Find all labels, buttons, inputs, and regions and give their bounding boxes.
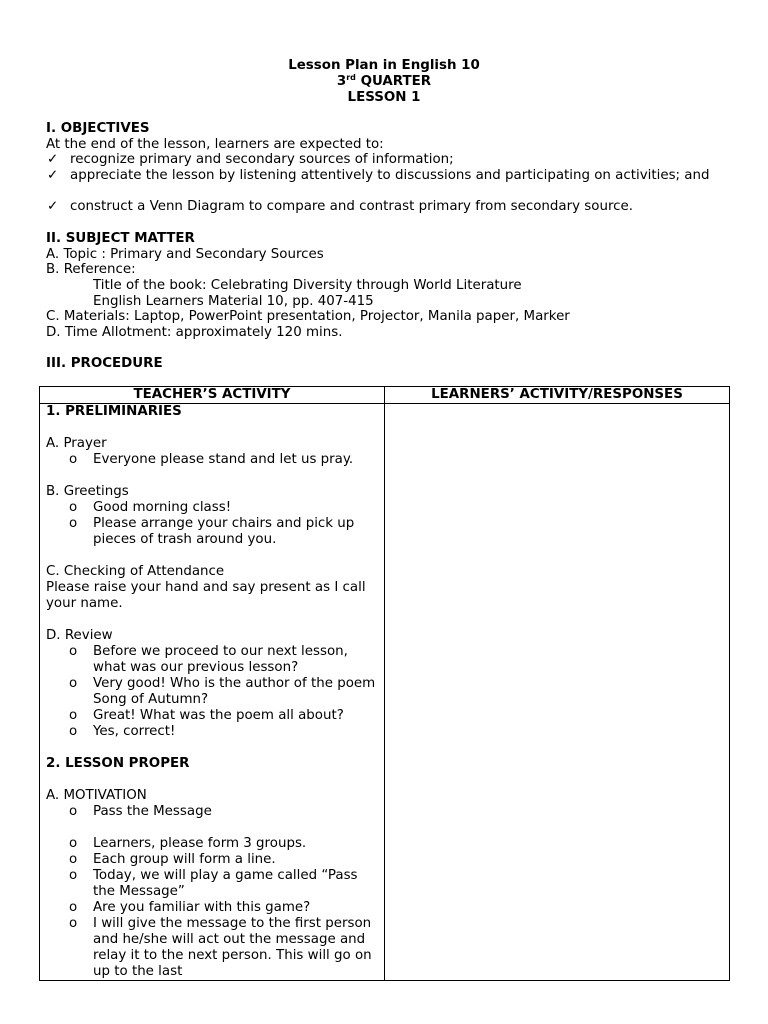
preliminaries-heading: 1. PRELIMINARIES [46, 404, 182, 419]
objectives-heading: I. OBJECTIVES [46, 121, 150, 136]
lesson-number: LESSON 1 [347, 90, 421, 105]
quarter-ordinal: rd [346, 73, 356, 82]
objective-item [46, 168, 736, 199]
bullet-icon: o [69, 499, 78, 515]
attendance-label: C. Checking of Attendance [46, 564, 225, 580]
bullet-icon: o [69, 724, 78, 740]
bullet-icon: o [69, 676, 78, 692]
bullet-icon: o [69, 915, 78, 931]
bullet-icon: o [69, 851, 78, 867]
topic-line: A. Topic : Primary and Secondary Sources [46, 246, 324, 262]
document-title: Lesson Plan in English 10 [288, 58, 480, 73]
list-item: o Please arrange your chairs and pick up pieces of trash around you. [69, 515, 355, 548]
objective-item [46, 199, 736, 215]
objectives-intro: At the end of the lesson, learners are expected to: [46, 136, 384, 152]
quarter-line [0, 74, 768, 90]
bullet-icon: o [69, 899, 78, 915]
bullet-icon: o [69, 644, 78, 660]
procedure-table [39, 386, 730, 981]
bullet-icon: o [69, 515, 78, 531]
objective-text: recognize primary and secondary sources of information; [70, 152, 454, 168]
reference-material: English Learners Material 10, pp. 407-415 [93, 293, 374, 309]
list-item: o Yes, correct! [69, 724, 176, 740]
checkmark-icon: ✓ [47, 152, 59, 168]
list-item: o Very good! Who is the author of the poem Song of Autumn? [69, 676, 376, 708]
bullet-icon: o [69, 708, 78, 724]
list-item: o Each group will form a line. [69, 851, 276, 867]
learner-activity-cell [385, 404, 730, 981]
prayer-label: A. Prayer [46, 435, 107, 451]
greetings-label: B. Greetings [46, 483, 129, 499]
review-label: D. Review [46, 628, 113, 644]
time-allotment-line: D. Time Allotment: approximately 120 mins. [46, 324, 343, 340]
bullet-icon: o [69, 451, 78, 467]
list-item: o Today, we will play a game called “Pass the Message” [69, 867, 358, 899]
list-item: o I will give the message to the first person and he/she will act out the message and relay it to the next person. This will go on up to the last [69, 915, 372, 979]
learner-activity-header: LEARNERS’ ACTIVITY/RESPONSES [385, 387, 730, 404]
document-header [0, 58, 768, 106]
reference-title: Title of the book: Celebrating Diversity through World Literature [93, 277, 522, 293]
table-body-row [40, 404, 730, 981]
document-body [46, 121, 736, 372]
checkmark-icon: ✓ [47, 168, 59, 184]
reference-label: B. Reference: [46, 262, 136, 278]
list-item: o Before we proceed to our next lesson, what was our previous lesson? [69, 644, 348, 676]
bullet-icon: o [69, 803, 78, 819]
list-item: o Learners, please form 3 groups. [69, 835, 307, 851]
procedure-heading: III. PROCEDURE [46, 356, 163, 372]
table-header-row [40, 387, 730, 404]
quarter-number: 3 [336, 74, 347, 89]
lesson-proper-heading: 2. LESSON PROPER [46, 755, 190, 771]
bullet-icon: o [69, 835, 78, 851]
objective-text: construct a Venn Diagram to compare and contrast primary from secondary source. [70, 199, 634, 215]
list-item: o Are you familiar with this game? [69, 899, 311, 915]
teacher-activity-cell [40, 404, 385, 981]
subject-matter-heading: II. SUBJECT MATTER [46, 230, 195, 246]
teacher-activity-header: TEACHER’S ACTIVITY [40, 387, 385, 404]
quarter-word: QUARTER [355, 74, 432, 89]
materials-line: C. Materials: Laptop, PowerPoint presentation, Projector, Manila paper, Marker [46, 309, 570, 325]
checkmark-icon: ✓ [47, 199, 59, 215]
bullet-icon: o [69, 867, 78, 883]
list-item: o Good morning class! [69, 499, 232, 515]
objective-text: appreciate the lesson by listening attentively to discussions and participating on activities; and [70, 168, 710, 184]
objective-item [46, 152, 736, 168]
list-item: o Great! What was the poem all about? [69, 708, 344, 724]
list-item: o Pass the Message [69, 803, 212, 819]
list-item: o Everyone please stand and let us pray. [69, 451, 354, 467]
motivation-label: A. MOTIVATION [46, 787, 147, 803]
attendance-text: Please raise your hand and say present as I call your name. [46, 580, 366, 612]
